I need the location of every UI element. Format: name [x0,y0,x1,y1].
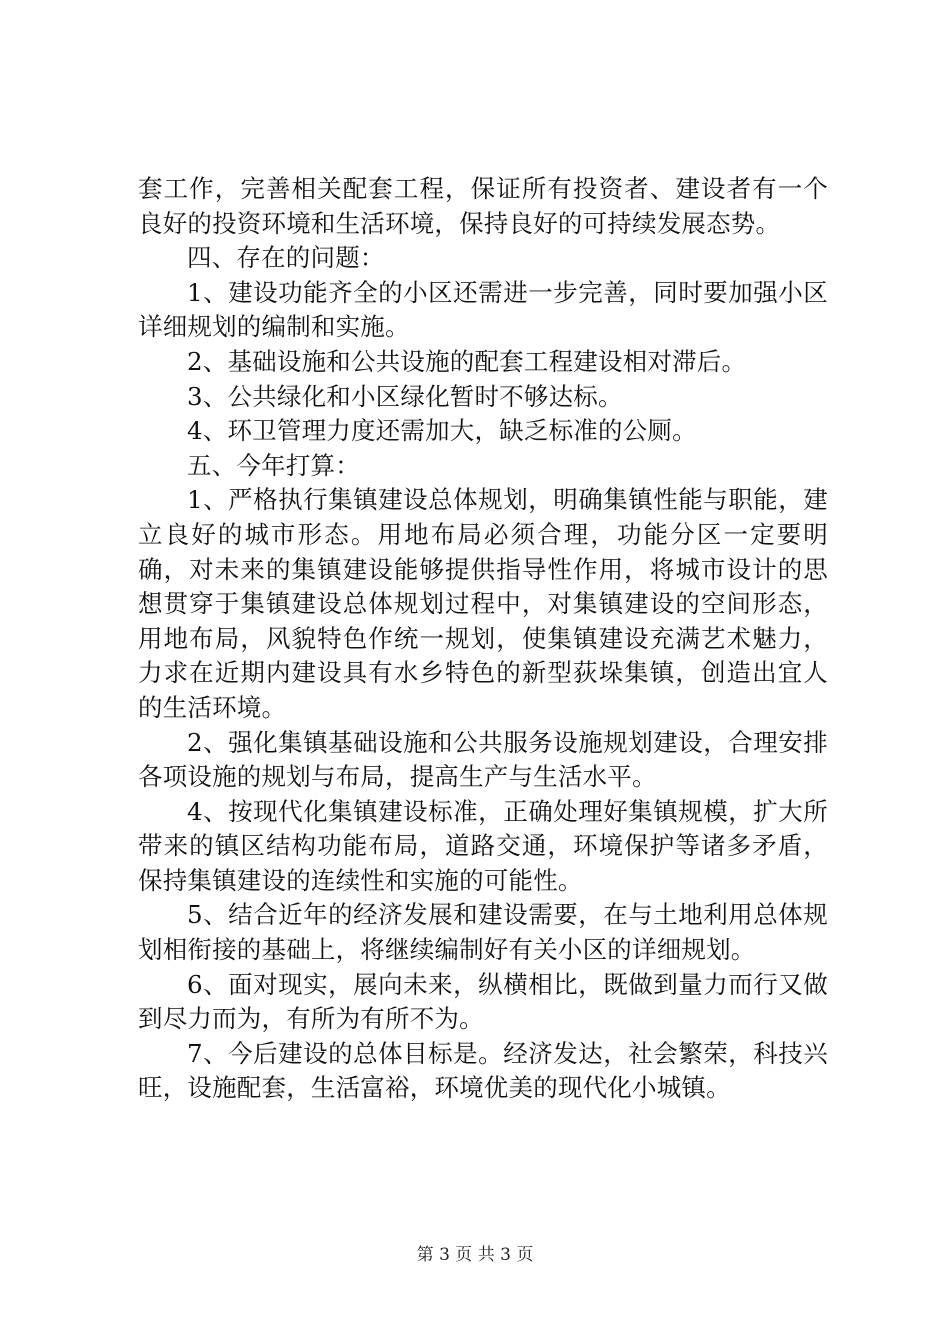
paragraph-plan-1: 1、严格执行集镇建设总体规划，明确集镇性能与职能，建立良好的城市形态。用地布局必须合理，功能分区一定要明确，对未来的集镇建设能够提供指导性作用，将城市设计的思想贯穿于集镇建设总体规划过程中，对集镇建设的空间形态，用地布局，风貌特色作统一规划，使集镇建设充满艺术魅力，力求在近期内建设具有水乡特色的新型荻垛集镇，创造出宜人的生活环境。 [138,485,828,722]
section-heading-problems: 四、存在的问题： [187,243,385,273]
paragraph-continuation: 套工作，完善相关配套工程，保证所有投资者、建设者有一个良好的投资环境和生活环境，保持良好的可持续发展态势。 [138,174,828,238]
paragraph-plan-6: 6、面对现实，展向未来，纵横相比，既做到量力而行又做到尽力而为，有所为有所不为。 [138,969,828,1034]
paragraph-plan-2: 2、强化集镇基础设施和公共服务设施规划建设，合理安排各项设施的规划与布局，提高生产与生活水平。 [138,727,828,792]
paragraph-problem-2: 2、基础设施和公共设施的配套工程建设相对滞后。 [187,346,747,376]
paragraph-problem-4: 4、环卫管理力度还需加大，缺乏标准的公厕。 [187,416,697,446]
page-footer: 第 3 页 共 3 页 [416,1245,534,1265]
document-body [138,172,828,1106]
paragraph-problem-3: 3、公共绿化和小区绿化暂时不够达标。 [187,381,623,411]
section-heading-plans: 五、今年打算： [187,450,360,480]
paragraph-problem-1: 1、建设功能齐全的小区还需进一步完善，同时要加强小区详细规划的编制和实施。 [138,277,828,342]
paragraph-plan-7: 7、今后建设的总体目标是。经济发达，社会繁荣，科技兴旺，设施配套，生活富裕，环境优美的现代化小城镇。 [138,1038,828,1103]
paragraph-plan-5: 5、结合近年的经济发展和建设需要，在与土地利用总体规划相衔接的基础上，将继续编制好有关小区的详细规划。 [138,900,828,965]
paragraph-plan-4: 4、按现代化集镇建设标准，正确处理好集镇规模，扩大所带来的镇区结构功能布局，道路交通，环境保护等诸多矛盾，保持集镇建设的连续性和实施的可能性。 [138,796,828,895]
